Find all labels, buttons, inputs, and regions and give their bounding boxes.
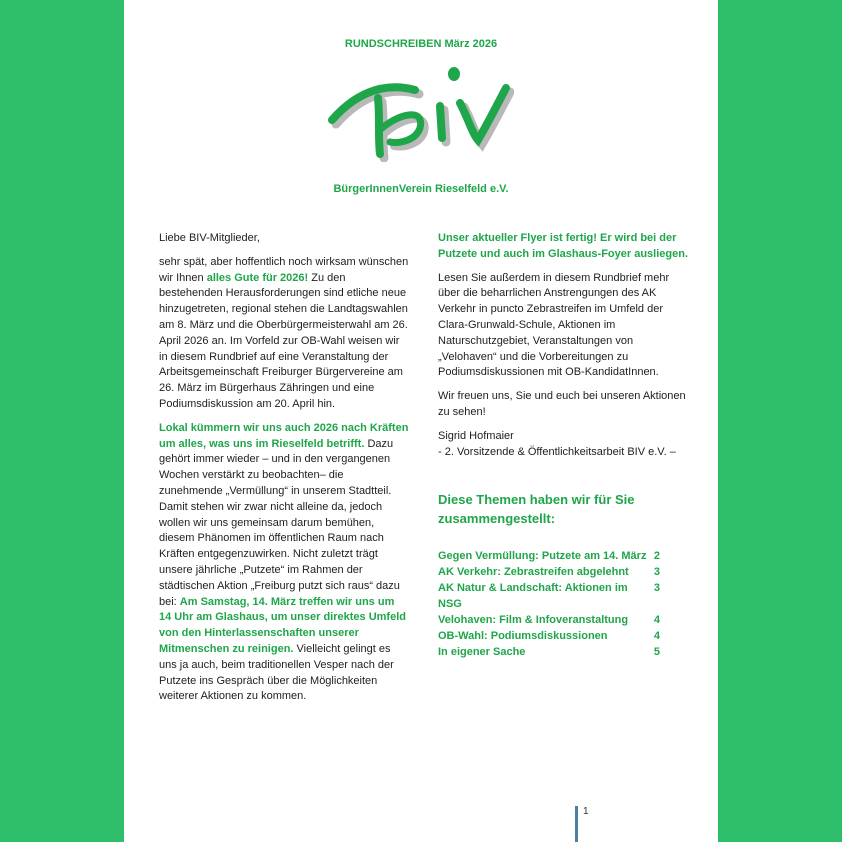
highlight-putzete-date: Am Samstag, 14. März treffen wir uns um 14 Uhr am Glashaus, um unser direktes Umfeld von den Hinterlassenschaften unserer Mitmenschen zu reinigen. [159,595,406,655]
closing-paragraph: Wir freuen uns, Sie und euch bei unseren Aktionen zu sehen! [438,390,686,418]
overview-paragraph: Lesen Sie außerdem in diesem Rundbrief mehr über die beharrlichen Anstrengungen des AK Verkehr in puncto Zebrastreifen im Umfeld der Clara-Grunwald-Schule, Aktionen im Naturschutzgebiet, Veranstaltungen von „Velohaven“ und die Vorbereitungen zu Podiumsdiskussionen mit OB-KandidatInnen. [438,271,670,379]
newsletter-title: RUNDSCHREIBEN März 2026 [344,38,498,50]
signature-name: Sigrid Hofmaier [438,429,514,442]
page-number: 1 [583,806,589,817]
themes-heading: Diese Themen haben wir für Sie zusammengestellt: [438,492,635,527]
toc-page: 2 [653,550,660,563]
toc-item[interactable]: Velohaven: Film & Infoveranstaltung 4 [438,614,660,627]
right-column [438,231,688,660]
left-column [159,231,409,713]
highlight-local: Lokal kümmern wir uns auch 2026 nach Kräften um alles, was uns im Rieselfeld betrifft. [159,421,409,450]
local-paragraph: Lokal kümmern wir uns auch 2026 nach Kräften um alles, was uns im Rieselfeld betrifft. Dazu gehört immer wieder – und in den vergangenen Wochen verstärkt zu beobachten– die zunehmende „Vermüllung“ in unserem Stadtteil. Damit stehen wir zwar nicht alleine da, jedoch wollen wir uns gemeinsam darum bemühen, diesem Phänomen im öffentlichen Raum nach Kräften entgegenzuwirken. Nicht zuletzt trägt unsere jährliche „Putzete“ im Rahmen der städtischen Aktion „Freiburg putzt sich raus“ dazu bei: Am Samstag, 14. März treffen wir uns um 14 Uhr am Glashaus, um unser direktes Umfeld von den Hinterlassenschaften unserer Mitmenschen zu reinigen. Vielleicht gelingt es uns ja auch, beim traditionellen Vesper nach der Putzete ins Gespräch über die Möglichkeiten weiterer Aktionen zu kommen. [159,421,409,703]
intro-paragraph: sehr spät, aber hoffentlich noch wirksam wünschen wir Ihnen alles Gute für 2026! Zu den bestehenden Herausforderungen sind etliche neue hinzugetreten, regional stehen die Landtagswahlen am 8. März und die Oberbürgermeisterwahl am 26. April 2026 an. Im Vorfeld zur OB-Wahl weisen wir in diesem Rundbrief auf eine Veranstaltung der Arbeitsgemeinschaft Freiburger Bürgervereine am 26. März im Bürgerhaus Zähringen und eine Podiumsdiskussion am 20. April hin. [159,255,409,410]
signature-role: - 2. Vorsitzende & Öffentlichkeitsarbeit BIV e.V. – [438,445,676,458]
toc-page: 3 [653,582,660,595]
toc-page: 5 [653,646,660,659]
toc-item[interactable]: AK Natur & Landschaft: Aktionen im NSG 3 [438,582,660,611]
highlight-new-year: alles Gute für 2026! [206,271,309,284]
signature [438,429,688,461]
flyer-announcement: Unser aktueller Flyer ist fertig! Er wird bei der Putzete und auch im Glashaus-Foyer ausliegen. [438,232,689,260]
toc-page: 4 [653,614,660,627]
biv-logo [324,62,514,162]
toc-page: 3 [653,566,660,579]
table-of-contents [438,548,660,660]
greeting: Liebe BIV-Mitglieder, [159,232,260,244]
footer-divider [575,806,578,842]
toc-item[interactable]: In eigener Sache 5 [438,646,660,659]
toc-item[interactable]: OB-Wahl: Podiumsdiskussionen 4 [438,630,660,643]
organization-name: BürgerInnenVerein Rieselfeld e.V. [333,183,509,195]
newsletter-page [124,0,718,842]
toc-item[interactable]: Gegen Vermüllung: Putzete am 14. März 2 [438,550,660,563]
toc-page: 4 [653,630,660,643]
toc-item[interactable]: AK Verkehr: Zebrastreifen abgelehnt 3 [438,566,660,579]
